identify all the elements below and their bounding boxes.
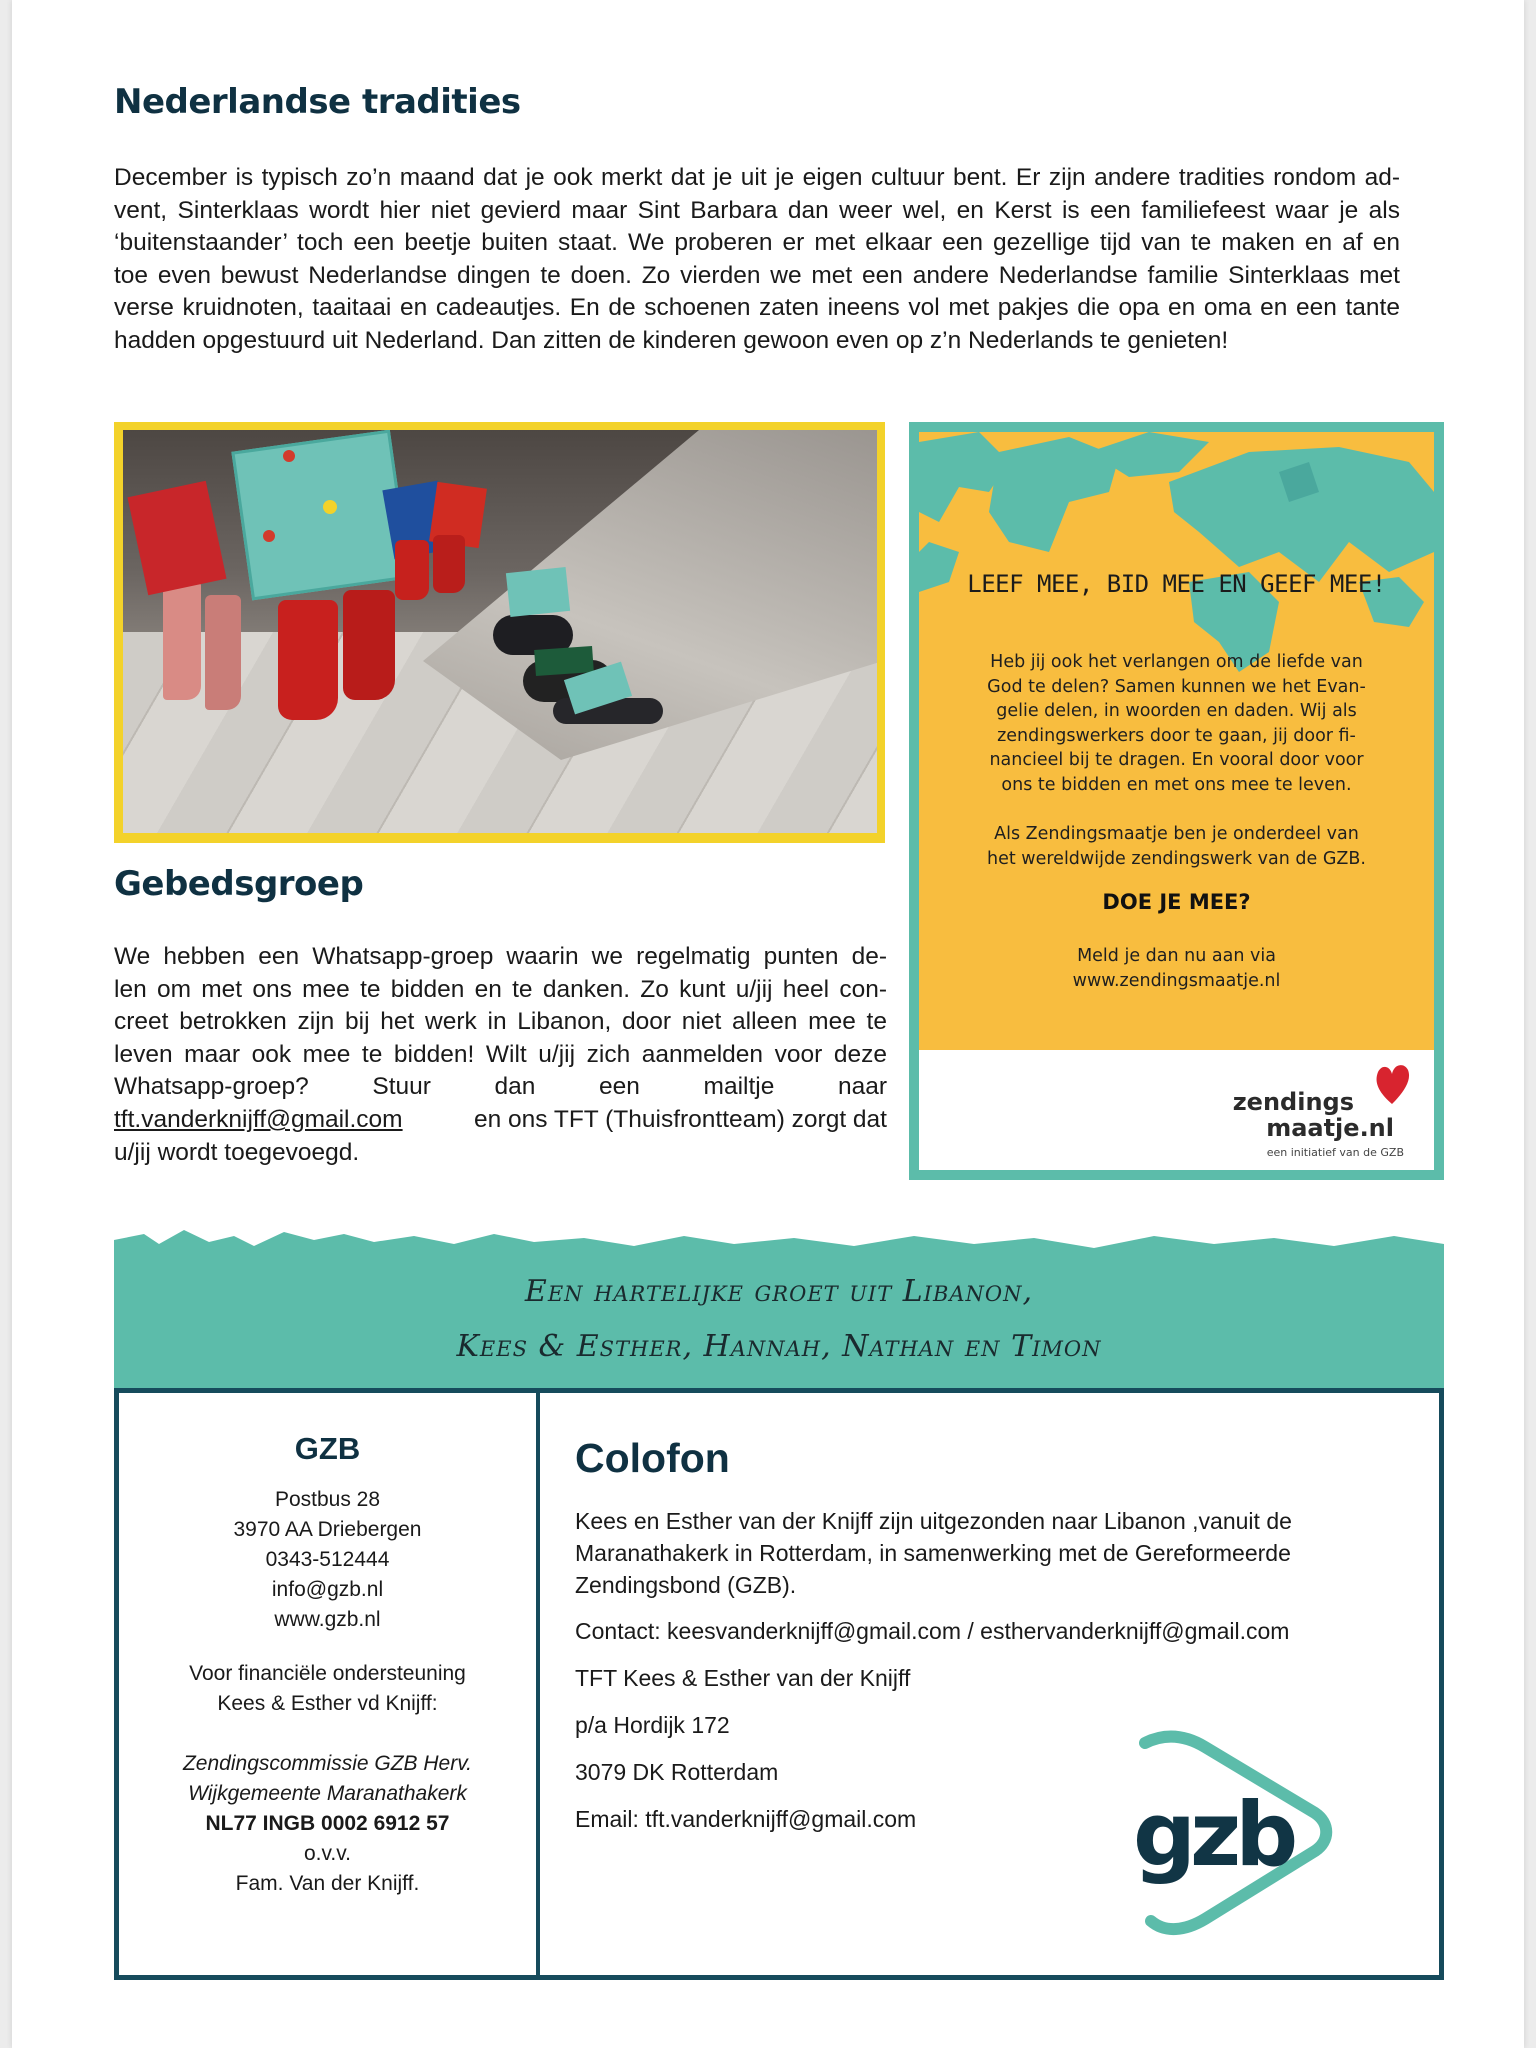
text-line: ‘buitenstaander’ toch een beetje buiten staat. We proberen er met elkaar een gezellige tijd van te maken en af en xyxy=(114,229,1400,257)
colofon-address-1: p/a Hordijk 172 xyxy=(575,1712,730,1738)
text-line: Zendingscommissie GZB Herv. xyxy=(182,1752,473,1775)
page xyxy=(12,0,1524,2048)
gzb-contact-box xyxy=(114,1388,539,1980)
text-line: 3970 AA Driebergen xyxy=(233,1518,422,1541)
gzb-email-link[interactable]: info@gzb.nl xyxy=(271,1578,384,1601)
tradities-paragraph xyxy=(114,162,1400,358)
ad-website-link[interactable]: www.zendingsmaatje.nl xyxy=(1072,970,1281,991)
text-line: Postbus 28 xyxy=(274,1488,381,1511)
ad-logo-area xyxy=(919,1050,1434,1170)
gzb-support xyxy=(119,1659,536,1719)
text-line: creet betrokken zijn bij het werk in Libanon, door niet alleen mee te xyxy=(114,1008,887,1036)
zendingsmaatje-tagline: een initiatief van de GZB xyxy=(1266,1146,1404,1159)
greeting-banner xyxy=(114,1222,1444,1390)
text-line: Wijkgemeente Maranathakerk xyxy=(188,1782,467,1805)
gzb-heading: GZB xyxy=(294,1431,361,1466)
heading-gebedsgroep: Gebedsgroep xyxy=(114,864,364,904)
heading-nederlandse-tradities: Nederlandse tradities xyxy=(114,82,521,122)
text-line xyxy=(114,1104,887,1137)
text-line: Als Zendingsmaatje ben je onderdeel van xyxy=(994,824,1359,844)
gzb-logo-text: gzb xyxy=(1133,1783,1293,1886)
text-line: December is typisch zo’n maand dat je ook merkt dat je uit je eigen cultuur bent. Er zijn andere tradities rondom ad- xyxy=(114,164,1400,191)
colofon-address-2: 3079 DK Rotterdam xyxy=(575,1759,779,1785)
colofon-tft: TFT Kees & Esther van der Knijff xyxy=(575,1665,911,1691)
text-line: vent, Sinterklaas wordt hier niet gevierd maar Sint Barbara dan weer wel, en Kerst is een familiefeest waar je als xyxy=(114,196,1400,224)
zendingsmaatje-logo-line1: zendings xyxy=(1232,1088,1354,1116)
word: mailtje xyxy=(703,1073,775,1101)
word: een xyxy=(599,1073,640,1101)
zendingsmaatje-ad xyxy=(909,422,1444,1180)
text-line: Fam. Van der Knijff. xyxy=(235,1872,420,1895)
greeting-line-2: Kees & Esther, Hannah, Nathan en Timon xyxy=(456,1329,1102,1364)
gzb-ovv xyxy=(119,1839,536,1899)
text-line: hadden opgestuurd uit Nederland. Dan zitten de kinderen gewoon even op z’n Nederlands te genieten! xyxy=(114,326,1229,354)
text-line: Voor financiële ondersteuning xyxy=(189,1662,466,1685)
text-line: toe even bewust Nederlandse dingen te doen. Zo vierden we met een andere Nederlandse familie Sinterklaas met xyxy=(114,261,1400,289)
photo-boots-with-presents xyxy=(114,422,885,843)
text-line: Kees & Esther vd Knijff: xyxy=(217,1692,438,1715)
text-line: o.v.v. xyxy=(303,1842,352,1865)
word: naar xyxy=(837,1073,887,1101)
ad-paragraph-3 xyxy=(959,944,1394,993)
text-line: Zendingsbond (GZB). xyxy=(575,1572,797,1598)
text-line: verse kruidnoten, taaitaai en cadeautjes. En de schoenen zaten ineens vol met pakjes die opa en oma en een tante xyxy=(114,294,1400,322)
ad-paragraph-2 xyxy=(959,822,1394,871)
text-line: Heb jij ook het verlangen om de liefde van xyxy=(990,652,1363,672)
gzb-account-name xyxy=(119,1749,536,1809)
photo-image xyxy=(123,430,877,833)
ad-yellow-panel xyxy=(919,432,1434,1050)
text-line: gelie delen, in woorden en daden. Wij als xyxy=(996,701,1357,721)
text-line: Maranathakerk in Rotterdam, in samenwerking met de Gereformeerde xyxy=(575,1540,1291,1566)
colofon-contact: Contact: keesvanderknijff@gmail.com / esthervanderknijff@gmail.com xyxy=(575,1618,1290,1644)
text-line: u/jij wordt toegevoegd. xyxy=(114,1138,360,1166)
gzb-address xyxy=(119,1485,536,1635)
text-line: 0343-512444 xyxy=(265,1548,390,1571)
word: Stuur xyxy=(372,1073,431,1101)
text-line: leven maar ook mee te bidden! Wilt u/jij zich aanmelden voor deze xyxy=(114,1040,887,1068)
text-line: zendingswerkers door te gaan, jij door fi- xyxy=(997,725,1356,746)
ad-title: LEEF MEE, BID MEE EN GEEF MEE! xyxy=(967,570,1386,598)
colofon-email: Email: tft.vanderknijff@gmail.com xyxy=(575,1806,917,1832)
text-line: het wereldwijde zendingswerk van de GZB. xyxy=(987,848,1366,869)
colofon-box xyxy=(537,1388,1444,1980)
text-line: len om met ons mee te bidden en te danken. Zo kunt u/jij heel con- xyxy=(114,975,887,1003)
gzb-website-link[interactable]: www.gzb.nl xyxy=(274,1608,381,1631)
text-line xyxy=(114,1071,887,1104)
ad-call-to-action: DOE JE MEE? xyxy=(1102,890,1251,914)
text-line: Meld je dan nu aan via xyxy=(1077,946,1276,966)
zendingsmaatje-logo-line2: maatje.nl xyxy=(1266,1114,1394,1142)
colofon-heading: Colofon xyxy=(575,1435,730,1481)
word: dan xyxy=(494,1073,536,1101)
heart-icon xyxy=(1372,1058,1412,1108)
text-line: God te delen? Samen kunnen we het Evan- xyxy=(987,676,1366,697)
gzb-logo xyxy=(1125,1723,1345,1943)
text-line: nancieel bij te dragen. En vooral door voor xyxy=(989,750,1364,770)
greeting-line-1: Een hartelijke groet uit Libanon, xyxy=(524,1274,1034,1309)
gebedsgroep-paragraph xyxy=(114,941,887,1169)
email-link[interactable]: tft.vanderknijff@gmail.com xyxy=(114,1105,403,1133)
text-line: We hebben een Whatsapp-groep waarin we regelmatig punten de- xyxy=(114,943,887,970)
text-line: ons te bidden en met ons mee te leven. xyxy=(1001,774,1352,795)
text-fragment: en ons TFT (Thuisfrontteam) zorgt dat xyxy=(467,1105,887,1133)
ad-paragraph-1 xyxy=(959,650,1394,797)
word: Whatsapp-groep? xyxy=(114,1073,309,1101)
text-line: Kees en Esther van der Knijff zijn uitgezonden naar Libanon ,vanuit de xyxy=(575,1508,1292,1534)
colofon-intro xyxy=(575,1505,1395,1601)
gzb-iban: NL77 INGB 0002 6912 57 xyxy=(205,1812,450,1835)
